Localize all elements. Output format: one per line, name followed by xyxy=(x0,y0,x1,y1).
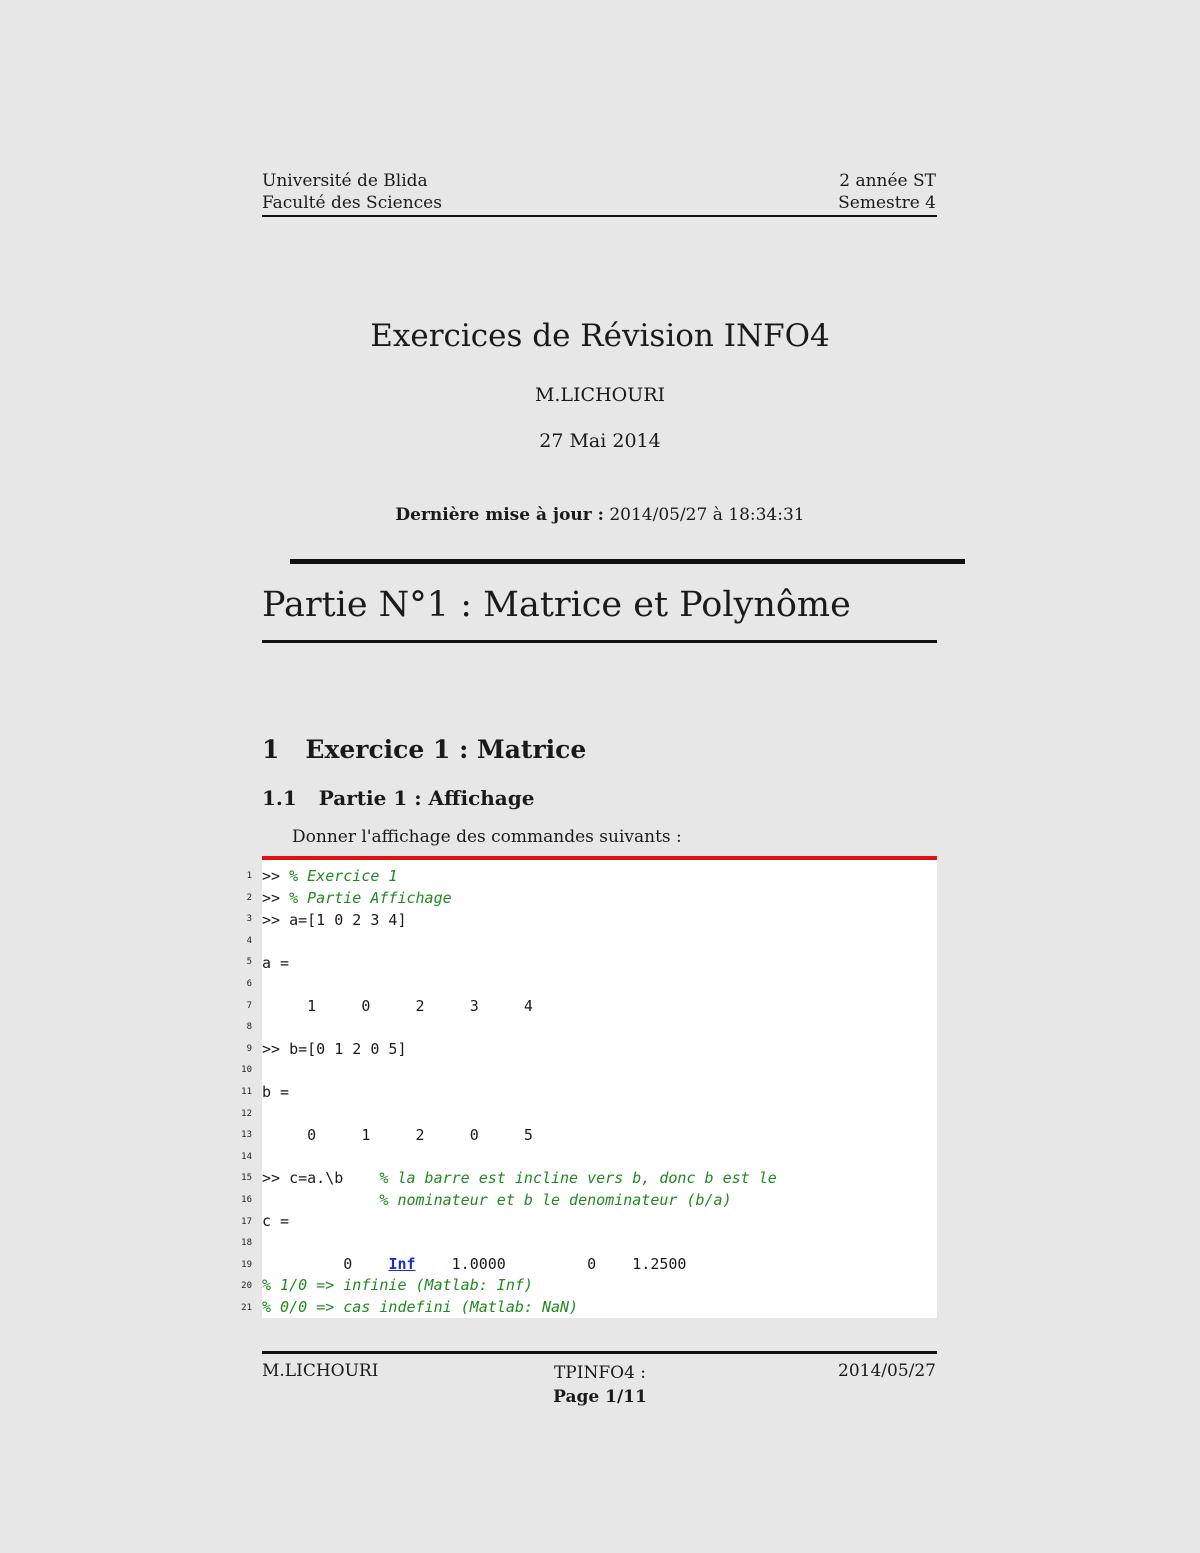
line-number: 19 xyxy=(241,1259,252,1270)
document-date: 27 Mai 2014 xyxy=(539,430,661,452)
code-line-1: >> % Exercice 1 xyxy=(262,867,398,885)
code-line-16: % nominateur et b le denominateur (b/a) xyxy=(379,1191,732,1209)
part-bottom-rule xyxy=(262,640,937,643)
header-rule xyxy=(262,215,937,217)
last-update-label: Dernière mise à jour : xyxy=(395,505,604,525)
faculty-name: Faculté des Sciences xyxy=(262,193,442,213)
line-number-gutter xyxy=(232,865,256,1325)
line-number: 18 xyxy=(241,1238,252,1249)
line-number: 20 xyxy=(241,1281,252,1292)
code-line-7: 1 0 2 3 4 xyxy=(262,997,533,1015)
line-number: 9 xyxy=(246,1043,252,1054)
code-line-11: b = xyxy=(262,1083,290,1101)
line-number: 5 xyxy=(246,957,252,968)
line-number: 4 xyxy=(246,935,252,946)
university-name: Université de Blida xyxy=(262,171,428,191)
line-number: 15 xyxy=(241,1173,252,1184)
footer-course: TPINFO4 : xyxy=(553,1363,647,1383)
line-number: 11 xyxy=(241,1087,252,1097)
line-number: 10 xyxy=(241,1065,252,1076)
line-number: 16 xyxy=(241,1195,252,1205)
header-right xyxy=(838,170,936,214)
line-number: 6 xyxy=(246,979,252,989)
line-number: 14 xyxy=(241,1151,252,1162)
author: M.LICHOURI xyxy=(534,384,666,406)
line-number: 8 xyxy=(246,1022,252,1033)
code-line-21: % 0/0 => cas indefini (Matlab: NaN) xyxy=(262,1298,579,1316)
line-number: 3 xyxy=(246,914,252,925)
section-title: Exercice 1 : Matrice xyxy=(305,735,587,764)
code-line-17: c = xyxy=(262,1212,290,1230)
header-left xyxy=(262,170,442,214)
footer-rule xyxy=(262,1351,937,1354)
code-listing xyxy=(262,860,937,1318)
section-heading xyxy=(262,735,586,764)
line-number: 17 xyxy=(241,1216,252,1227)
line-number: 2 xyxy=(246,892,252,903)
line-number: 21 xyxy=(241,1303,252,1313)
line-number: 12 xyxy=(241,1108,252,1119)
code-line-3: >> a=[1 0 2 3 4] xyxy=(262,911,407,929)
code-line-20: % 1/0 => infinie (Matlab: Inf) xyxy=(262,1276,533,1294)
code-line-2: >> % Partie Affichage xyxy=(262,889,452,907)
last-update xyxy=(0,505,1200,525)
line-number: 7 xyxy=(246,1000,252,1011)
code-line-9: >> b=[0 1 2 0 5] xyxy=(262,1040,407,1058)
line-number: 1 xyxy=(246,871,252,881)
part-title: Partie N°1 : Matrice et Polynôme xyxy=(262,585,851,625)
subsection-heading xyxy=(262,786,534,810)
footer-center xyxy=(450,1361,750,1409)
footer-author: M.LICHOURI xyxy=(262,1361,379,1381)
footer-date: 2014/05/27 xyxy=(838,1361,936,1381)
code-line-5: a = xyxy=(262,954,290,972)
last-update-value: 2014/05/27 à 18:34:31 xyxy=(609,505,805,525)
inf-keyword[interactable]: Inf xyxy=(388,1255,416,1273)
code-line-15: >> c=a.\b % la barre est incline vers b, donc b est le xyxy=(262,1169,777,1187)
part-top-rule xyxy=(290,559,965,564)
code-line-19: 0 Inf 1.0000 0 1.2500 xyxy=(262,1255,687,1273)
code-line-13: 0 1 2 0 5 xyxy=(262,1126,533,1144)
subsection-number: 1.1 xyxy=(262,786,297,810)
intro-text: Donner l'affichage des commandes suivants : xyxy=(292,827,682,847)
footer-page-number: Page 1/11 xyxy=(553,1387,647,1407)
line-number: 13 xyxy=(241,1130,252,1141)
subsection-title: Partie 1 : Affichage xyxy=(318,786,535,810)
section-number: 1 xyxy=(262,735,280,764)
document-title: Exercices de Révision INFO4 xyxy=(370,318,830,354)
semester-label: Semestre 4 xyxy=(838,193,936,213)
year-label: 2 année ST xyxy=(839,171,936,191)
